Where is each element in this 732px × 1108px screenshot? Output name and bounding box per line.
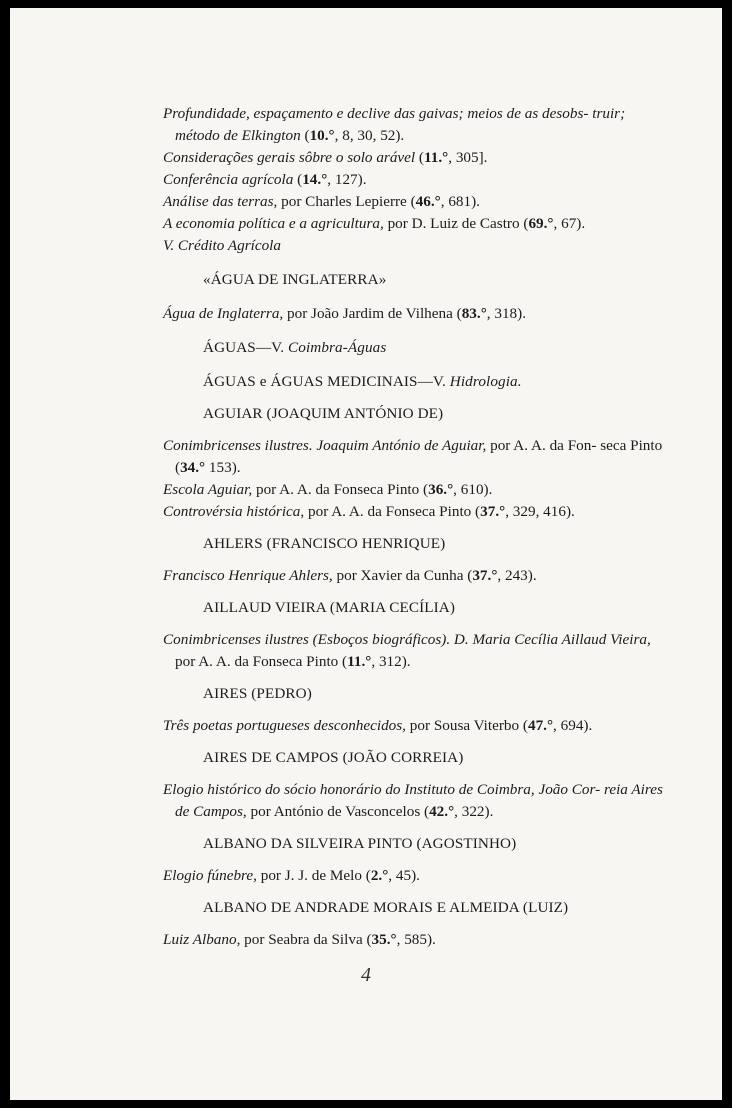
section-heading: «ÁGUA DE INGLATERRA» xyxy=(203,271,387,288)
bibliography-entry: Controvérsia histórica, por A. A. da Fonseca Pinto (37.°, 329, 416). xyxy=(163,503,575,520)
section-heading: AILLAUD VIEIRA (MARIA CECÍLIA) xyxy=(203,599,456,616)
section-heading: ÁGUAS e ÁGUAS MEDICINAIS—V. Hidrologia. xyxy=(203,373,522,390)
bibliography-list xyxy=(163,103,663,951)
page-number: 4 xyxy=(361,964,371,986)
bibliography-entry: Profundidade, espaçamento e declive das gaivas; meios de as desobs- truir; método de Elkington (10.°, 8, 30, 52). xyxy=(163,105,626,144)
section-heading: ALBANO DE ANDRADE MORAIS E ALMEIDA (LUIZ) xyxy=(203,899,569,916)
cross-reference: V. Crédito Agrícola xyxy=(163,237,281,254)
bibliography-entry: Francisco Henrique Ahlers, por Xavier da Cunha (37.°, 243). xyxy=(163,567,537,584)
bibliography-entry: Água de Inglaterra, por João Jardim de Vilhena (83.°, 318). xyxy=(163,305,526,322)
section-heading: ÁGUAS—V. Coimbra-Águas xyxy=(203,339,387,356)
bibliography-entry: Três poetas portugueses desconhecidos, por Sousa Viterbo (47.°, 694). xyxy=(163,717,593,734)
bibliography-entry: Luiz Albano, por Seabra da Silva (35.°, 585). xyxy=(163,931,436,948)
bibliography-entry: A economia política e a agricultura, por D. Luiz de Castro (69.°, 67). xyxy=(163,215,586,232)
document-page xyxy=(10,8,722,1100)
bibliography-entry: Conimbricenses ilustres (Esboços biográficos). D. Maria Cecília Aillaud Vieira, por A. A. da Fonseca Pinto (11.°, 312). xyxy=(163,631,651,670)
bibliography-entry: Escola Aguiar, por A. A. da Fonseca Pinto (36.°, 610). xyxy=(163,481,493,498)
section-heading: AHLERS (FRANCISCO HENRIQUE) xyxy=(203,535,446,552)
bibliography-entry: Conimbricenses ilustres. Joaquim António de Aguiar, por A. A. da Fon- seca Pinto (34.° 153). xyxy=(163,437,663,476)
section-heading: AGUIAR (JOAQUIM ANTÓNIO DE) xyxy=(203,405,444,422)
section-heading: AIRES (PEDRO) xyxy=(203,685,312,702)
section-heading: ALBANO DA SILVEIRA PINTO (AGOSTINHO) xyxy=(203,835,517,852)
section-heading: AIRES DE CAMPOS (JOÃO CORREIA) xyxy=(203,749,464,766)
bibliography-entry: Elogio fúnebre, por J. J. de Melo (2.°, 45). xyxy=(163,867,420,884)
bibliography-entry: Considerações gerais sôbre o solo arável (11.°, 305]. xyxy=(163,149,488,166)
bibliography-entry: Análise das terras, por Charles Lepierre (46.°, 681). xyxy=(163,193,480,210)
bibliography-entry: Conferência agrícola (14.°, 127). xyxy=(163,171,367,188)
bibliography-entry: Elogio histórico do sócio honorário do Instituto de Coimbra, João Cor- reia Aires de Campos, por António de Vasconcelos (42.°, 322). xyxy=(163,781,663,820)
